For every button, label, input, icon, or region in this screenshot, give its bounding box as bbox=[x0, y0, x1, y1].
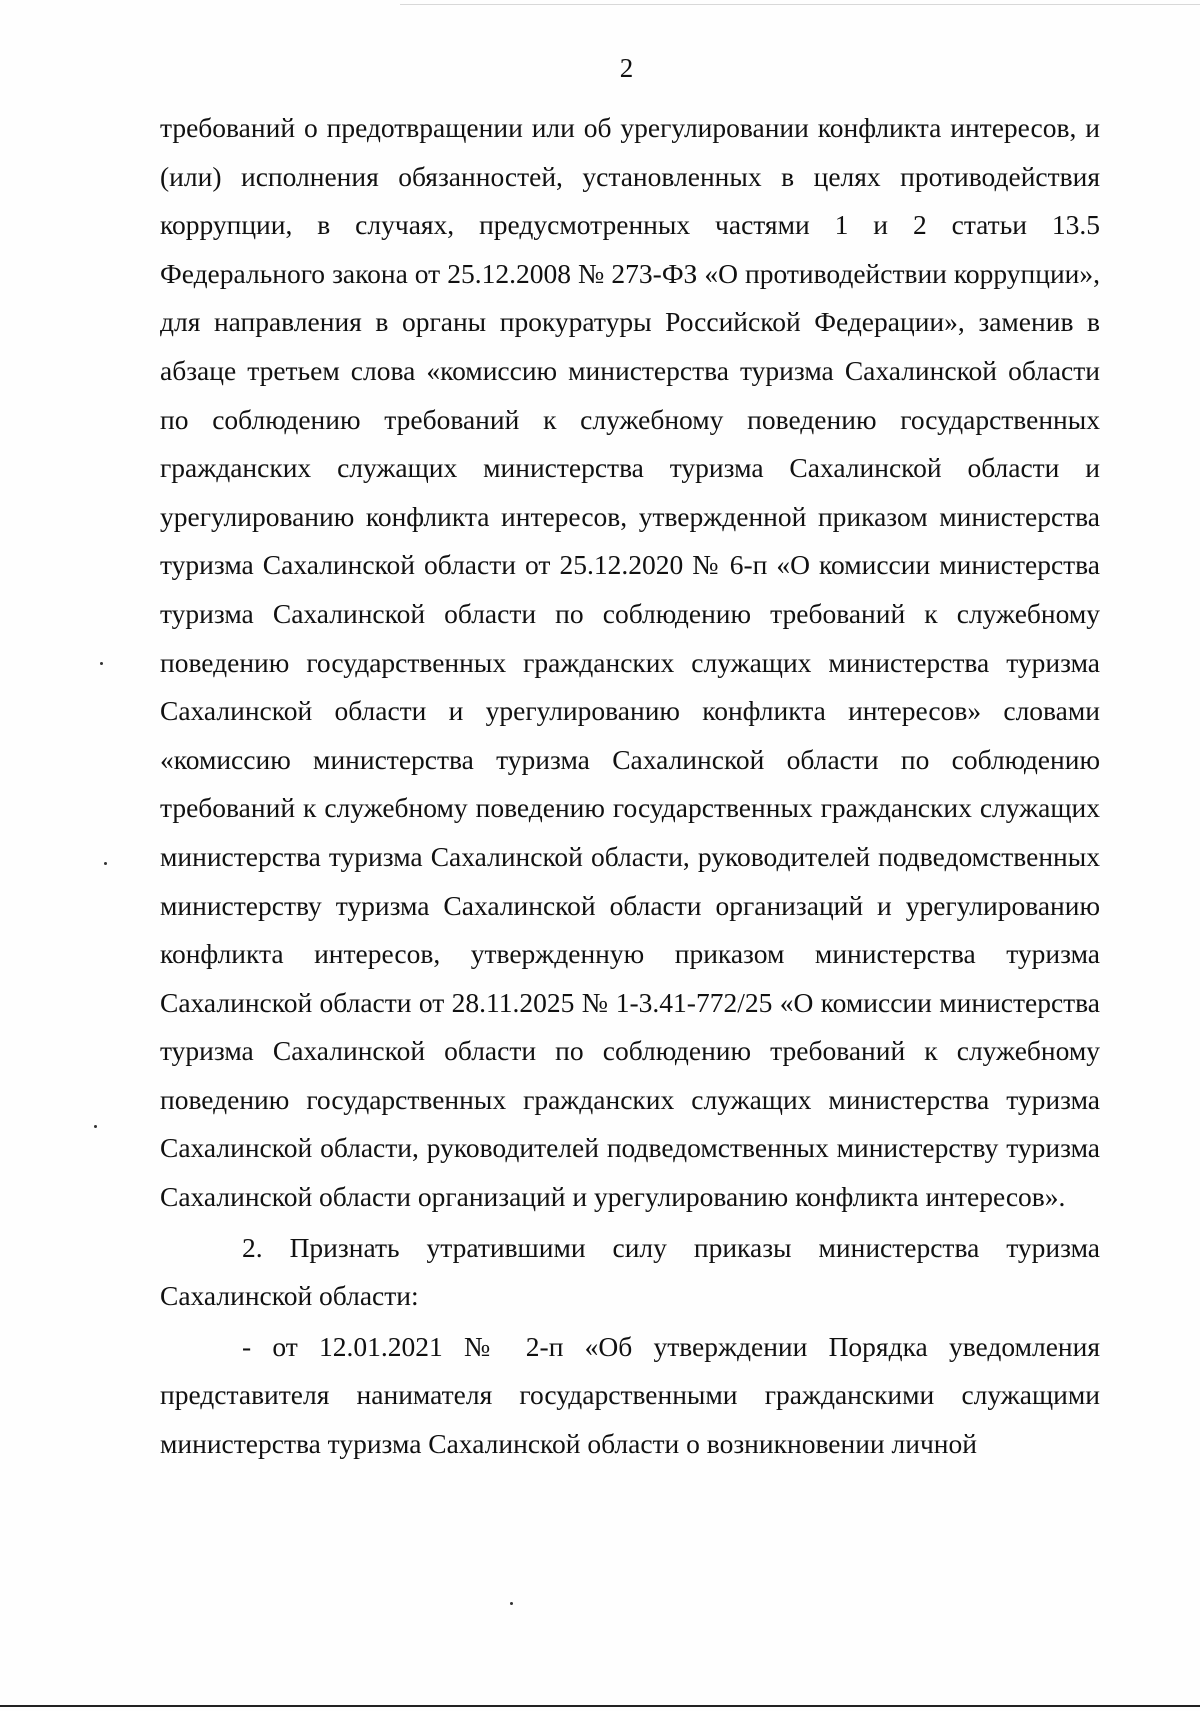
document-body bbox=[160, 104, 1100, 1469]
paragraph-continuation: требований о предотвращении или об урегулировании конфликта интересов, и (или) исполнения обязанностей, установленных в целях противодействия коррупции, в случаях, предусмотренных частями 1 и 2 статьи 13.5 Федерального закона от 25.12.2008 № 273-ФЗ «О противодействии коррупции», для направления в органы прокуратуры Российской Федерации», заменив в абзаце третьем слова «комиссию министерства туризма Сахалинской области по соблюдению требований к служебному поведению государственных гражданских служащих министерства туризма Сахалинской области и урегулированию конфликта интересов, утвержденной приказом министерства туризма Сахалинской области от 25.12.2020 № 6-п «О комиссии министерства туризма Сахалинской области по соблюдению требований к служебному поведению государственных гражданских служащих министерства туризма Сахалинской области и урегулированию конфликта интересов» словами «комиссию министерства туризма Сахалинской области по соблюдению требований к служебному поведению государственных гражданских служащих министерства туризма Сахалинской области, руководителей подведомственных министерству туризма Сахалинской области организаций и урегулированию конфликта интересов, утвержденную приказом министерства туризма Сахалинской области от 28.11.2025 № 1-3.41-772/25 «О комиссии министерства туризма Сахалинской области по соблюдению требований к служебному поведению государственных гражданских служащих министерства туризма Сахалинской области, руководителей подведомственных министерству туризма Сахалинской области организаций и урегулированию конфликта интересов». bbox=[160, 112, 1100, 1213]
scan-speck bbox=[94, 1125, 97, 1128]
paragraph-list-item: - от 12.01.2021 № 2-п «Об утверждении Порядка уведомления представителя нанимателя государственными гражданскими служащими министерства туризма Сахалинской области о возникновении личной bbox=[160, 1330, 1100, 1460]
scan-speck bbox=[104, 862, 107, 865]
scan-speck bbox=[100, 662, 103, 665]
paragraph-item-2: 2. Признать утратившими силу приказы министерства туризма Сахалинской области: bbox=[160, 1231, 1100, 1312]
scan-edge-bottom bbox=[0, 1705, 1200, 1707]
page-number: 2 bbox=[619, 53, 634, 83]
scan-edge-top bbox=[400, 4, 1200, 5]
scan-speck bbox=[510, 1602, 513, 1605]
